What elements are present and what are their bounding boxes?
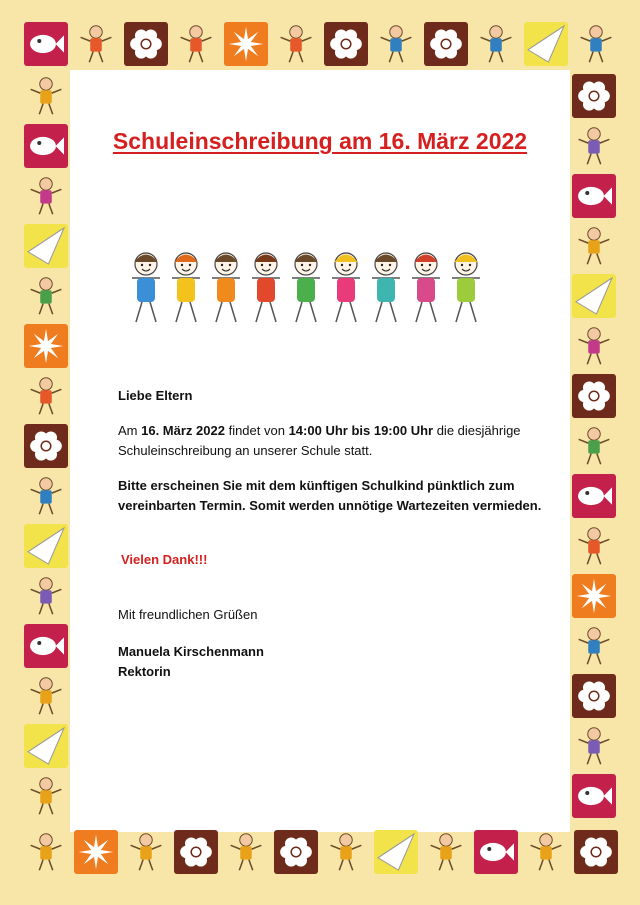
- signer-role: Rektorin: [118, 664, 171, 679]
- child-drawing: [372, 253, 400, 322]
- signature-block: [118, 642, 264, 682]
- child-drawing: [252, 253, 280, 322]
- thanks-text: Vielen Dank!!!: [121, 552, 208, 567]
- event-date: 16. März 2022: [141, 423, 225, 438]
- children-illustration: [128, 250, 508, 340]
- child-drawing: [292, 253, 320, 322]
- child-drawing: [412, 253, 440, 322]
- paragraph-date-time: Am 16. März 2022 findet von 14:00 Uhr bis 19:00 Uhr die diesjährige Schuleinschreibung an unserer Schule statt.: [118, 423, 521, 458]
- greeting: Liebe Eltern: [118, 388, 193, 403]
- event-time: 14:00 Uhr bis 19:00 Uhr: [288, 423, 434, 438]
- child-drawing: [172, 253, 200, 322]
- child-drawing: [132, 253, 160, 322]
- closing-text: Mit freundlichen Grüßen: [118, 607, 258, 622]
- signer-name: Manuela Kirschenmann: [118, 644, 264, 659]
- child-drawing: [332, 253, 360, 322]
- paragraph-punctuality: Bitte erscheinen Sie mit dem künftigen Schulkind pünktlich zum vereinbarten Termin. Somit werden unnötige Wartezeiten vermieden.: [118, 478, 542, 513]
- page-title: Schuleinschreibung am 16. März 2022: [112, 128, 528, 154]
- child-drawing: [212, 253, 240, 322]
- child-drawing: [452, 253, 480, 322]
